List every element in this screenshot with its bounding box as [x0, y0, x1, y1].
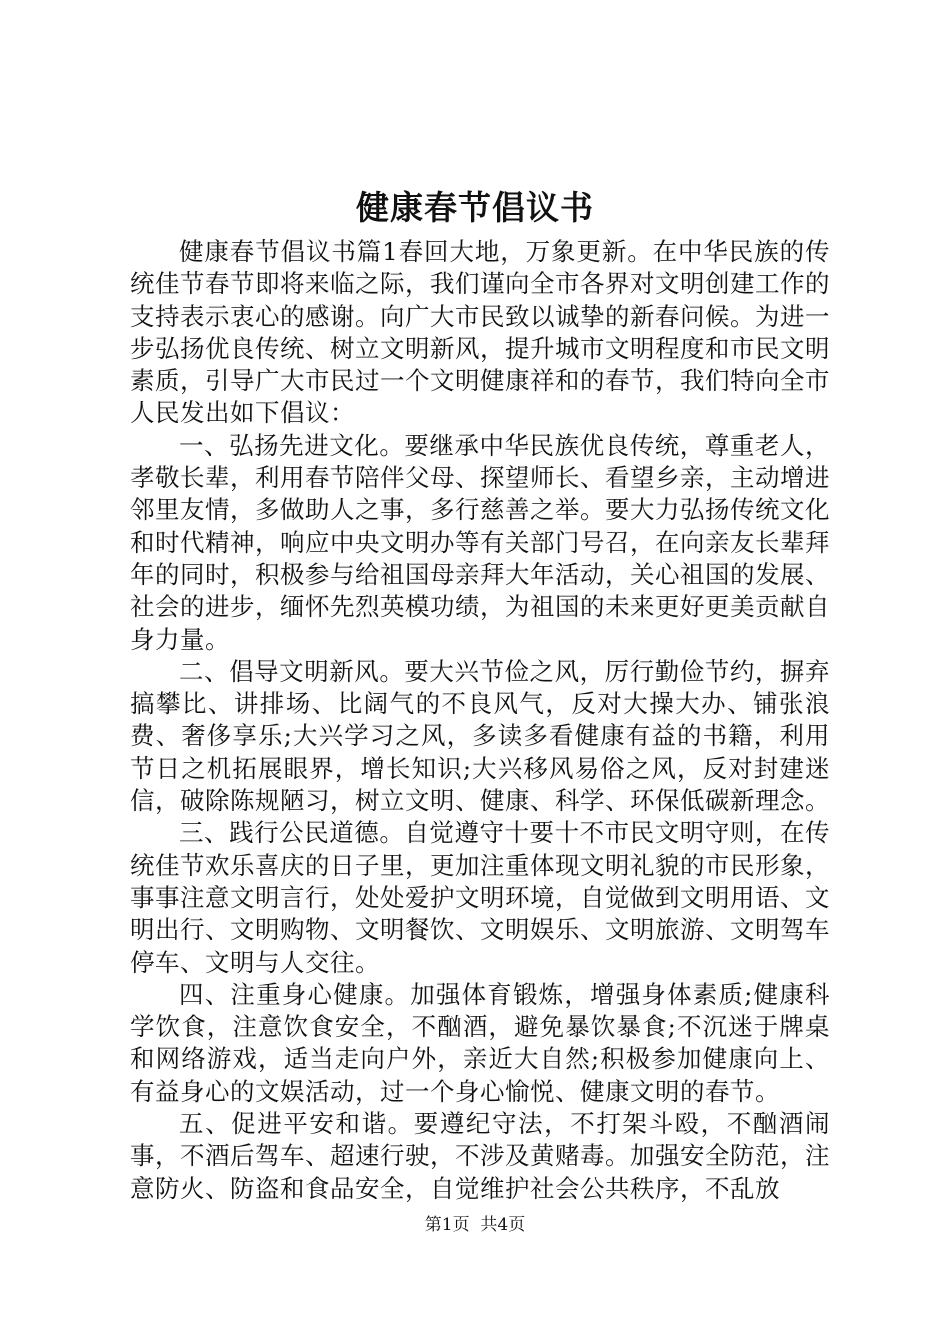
page-number: 第1页 [424, 1215, 470, 1235]
document-body [130, 236, 830, 1205]
paragraph-intro: 健康春节倡议书篇1春回大地，万象更新。在中华民族的传统佳节春节即将来临之际，我们谨向全市各界对文明创建工作的支持表示衷心的感谢。向广大市民致以诚挚的新春问候。为进一步弘扬优良传统、树立文明新风，提升城市文明程度和市民文明素质，引导广大市民过一个文明健康祥和的春节，我们特向全市人民发出如下倡议： [130, 237, 830, 428]
document-title: 健康春节倡议书 [356, 188, 594, 227]
paragraph-section-2: 二、倡导文明新风。要大兴节俭之风，厉行勤俭节约，摒弃搞攀比、讲排场、比阔气的不良风气，反对大操大办、铺张浪费、奢侈享乐;大兴学习之风，多读多看健康有益的书籍，利用节日之机拓展眼界，增长知识;大兴移风易俗之风，反对封建迷信，破除陈规陋习，树立文明、健康、科学、环保低碳新理念。 [130, 656, 830, 816]
footer-separator [470, 1215, 481, 1235]
paragraph-section-3: 三、践行公民道德。自觉遵守十要十不市民文明守则，在传统佳节欢乐喜庆的日子里，更加注重体现文明礼貌的市民形象，事事注意文明言行，处处爱护文明环境，自觉做到文明用语、文明出行、文明购物、文明餐饮、文明娱乐、文明旅游、文明驾车停车、文明与人交往。 [130, 818, 830, 977]
page-footer [0, 1213, 950, 1237]
paragraph-section-5: 五、促进平安和谐。要遵纪守法，不打架斗殴，不酗酒闹事，不酒后驾车、超速行驶，不涉及黄赌毒。加强安全防范，注意防火、防盗和食品安全，自觉维护社会公共秩序，不乱放 [130, 1109, 830, 1203]
page-total: 共4页 [480, 1215, 526, 1235]
paragraph-section-1: 一、弘扬先进文化。要继承中华民族优良传统，尊重老人，孝敬长辈，利用春节陪伴父母、探望师长、看望乡亲，主动增进邻里友情，多做助人之事，多行慈善之举。要大力弘扬传统文化和时代精神，响应中央文明办等有关部门号召，在向亲友长辈拜年的同时，积极参与给祖国母亲拜大年活动，关心祖国的发展、社会的进步，缅怀先烈英模功绩，为祖国的未来更好更美贡献自身力量。 [130, 430, 830, 654]
paragraph-section-4: 四、注重身心健康。加强体育锻炼，增强身体素质;健康科学饮食，注意饮食安全，不酗酒，避免暴饮暴食;不沉迷于牌桌和网络游戏，适当走向户外，亲近大自然;积极参加健康向上、有益身心的文娱活动，过一个身心愉悦、健康文明的春节。 [130, 979, 830, 1106]
